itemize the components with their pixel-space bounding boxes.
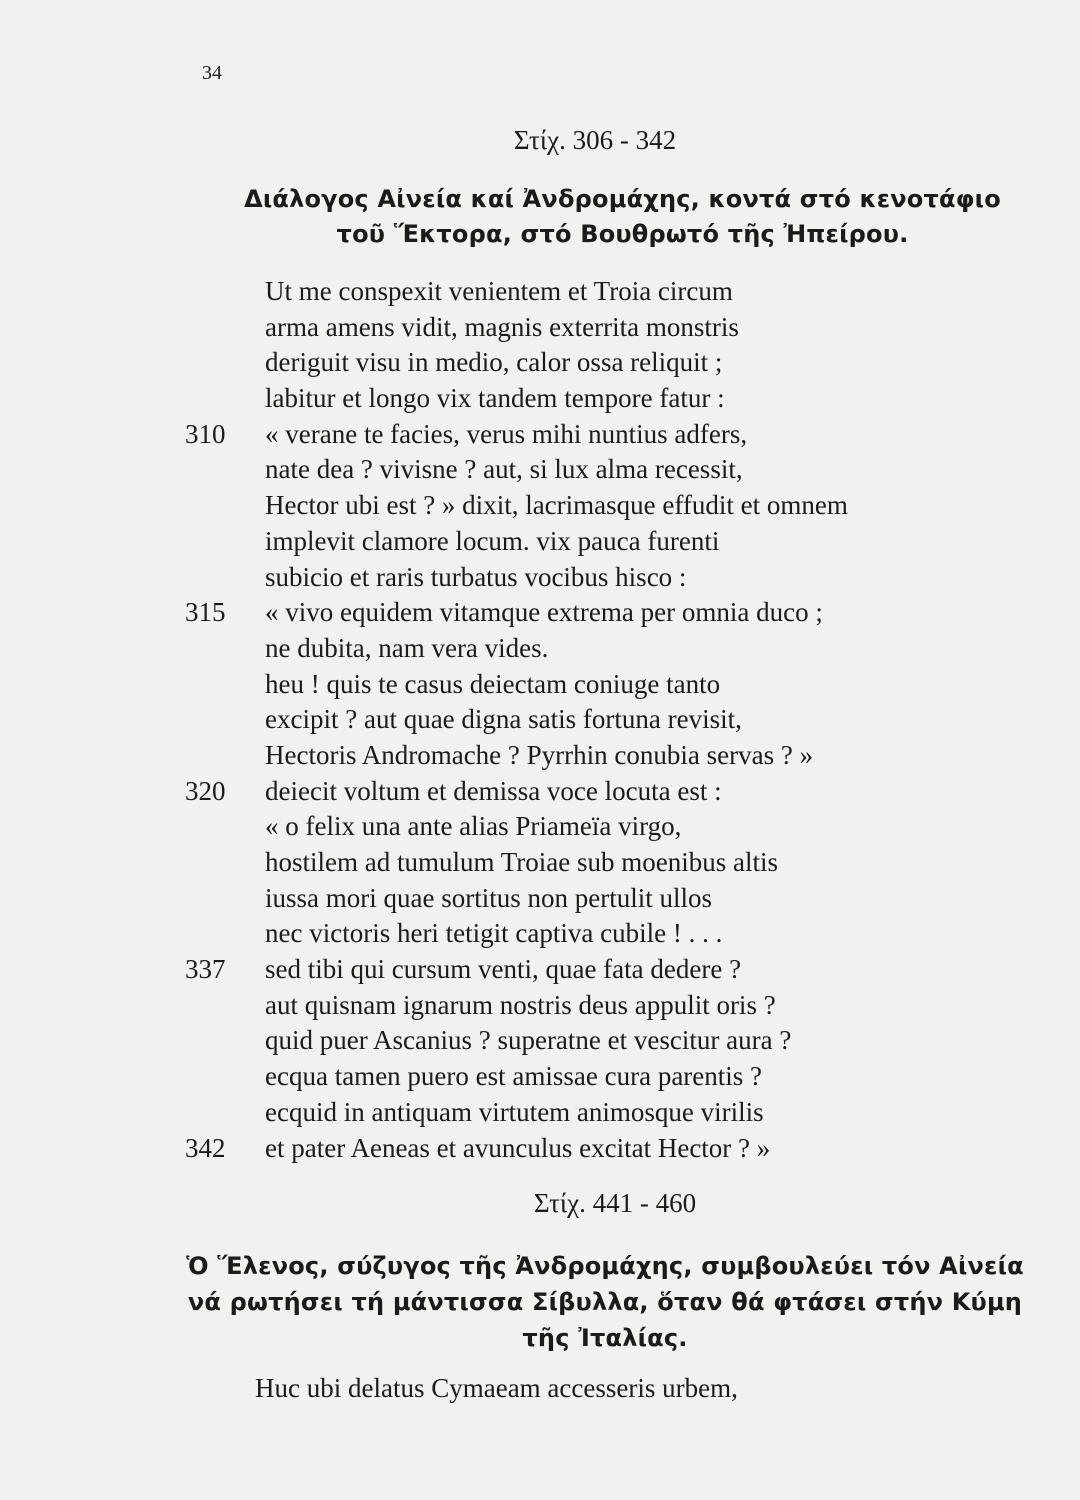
verse-text: deiecit voltum et demissa voce locuta est : — [265, 775, 722, 806]
verse-text: ecqua tamen puero est amissae cura parentis ? — [265, 1061, 763, 1092]
verse-line — [185, 596, 1005, 632]
verse-line — [185, 668, 1005, 704]
verse-text: Ut me conspexit venientem et Troia circum — [265, 276, 733, 306]
line-number: 342 — [185, 1132, 226, 1163]
verse-line — [185, 453, 1005, 489]
verse-text: heu ! quis te casus deiectam coniuge tanto — [265, 668, 721, 699]
page-number: 34 — [202, 62, 222, 84]
verse-line — [185, 1024, 1005, 1060]
caption-line: Ὁ Ἕλενος, σύζυγος τῆς Ἀνδρομάχης, συμβουλεύει τόν Αἰνεία — [186, 1252, 1024, 1280]
verse-line — [185, 525, 1005, 561]
verse-line — [185, 739, 1005, 775]
section-heading-verses-441-460: Στίχ. 441 - 460 — [533, 1188, 697, 1218]
verse-text: excipit ? aut quae digna satis fortuna revisit, — [265, 704, 742, 735]
verse-text: arma amens vidit, magnis exterrita monstris — [265, 311, 739, 342]
verse-line — [185, 382, 1005, 418]
line-number: 310 — [185, 418, 226, 449]
caption-line: τῆς Ἰταλίας. — [522, 1324, 688, 1352]
line-number: 315 — [185, 597, 226, 628]
line-number: 320 — [185, 775, 226, 806]
verse-line — [185, 418, 1005, 454]
verse-text: aut quisnam ignarum nostris deus appulit oris ? — [265, 989, 776, 1020]
verse-line — [185, 275, 1005, 311]
verse-line — [185, 917, 1005, 953]
verse-line — [185, 311, 1005, 347]
verse-line — [185, 1060, 1005, 1096]
verse-text: implevit clamore locum. vix pauca furenti — [265, 525, 720, 556]
verse-text: Hectoris Andromache ? Pyrrhin conubia servas ? » — [265, 739, 814, 770]
caption-line: νά ρωτήσει τή μάντισσα Σίβυλλα, ὅταν θά φτάσει στήν Κύμη — [187, 1288, 1023, 1316]
verse-block — [185, 275, 1005, 1167]
section-heading-verses-306-342: Στίχ. 306 - 342 — [513, 125, 677, 155]
verse-text: Hector ubi est ? » dixit, lacrimasque effudit et omnem — [265, 490, 848, 521]
verse-text: subicio et raris turbatus vocibus hisco : — [265, 561, 687, 592]
verse-text: deriguit visu in medio, calor ossa reliquit ; — [265, 347, 723, 378]
verse-text: nec victoris heri tetigit captiva cubile ! . . . — [265, 918, 723, 949]
verse-line — [185, 703, 1005, 739]
verse-line — [185, 953, 1005, 989]
verse-line — [185, 1096, 1005, 1132]
verse-text: « vivo equidem vitamque extrema per omnia duco ; — [265, 597, 823, 628]
verse-text: Huc ubi delatus Cymaeam accesseris urbem, — [255, 1373, 738, 1403]
verse-line — [185, 489, 1005, 525]
verse-text: sed tibi qui cursum venti, quae fata dedere ? — [265, 954, 742, 985]
verse-line — [185, 561, 1005, 597]
verse-line — [185, 1132, 1005, 1168]
verse-line — [185, 882, 1005, 918]
verse-text: et pater Aeneas et avunculus excitat Hector ? » — [265, 1132, 771, 1163]
verse-line — [185, 846, 1005, 882]
verse-text: ecquid in antiquam virtutem animosque virilis — [265, 1096, 764, 1127]
verse-line — [185, 775, 1005, 811]
verse-text: iussa mori quae sortitus non pertulit ullos — [265, 882, 712, 913]
verse-text: labitur et longo vix tandem tempore fatur : — [265, 383, 725, 414]
verse-text: « o felix una ante alias Priameïa virgo, — [265, 811, 682, 842]
section-caption-dialogue — [215, 182, 1030, 252]
caption-line: Διάλογος Αἰνεία καί Ἀνδρομάχης, κοντά στό κενοτάφιο — [244, 185, 1001, 213]
verse-line — [185, 989, 1005, 1025]
verse-text: « verane te facies, verus mihi nuntius adfers, — [265, 418, 748, 449]
caption-line: τοῦ Ἕκτορα, στό Βουθρωτό τῆς Ἠπείρου. — [336, 220, 909, 248]
verse-line — [185, 346, 1005, 382]
verse-text: nate dea ? vivisne ? aut, si lux alma recessit, — [265, 454, 743, 485]
verse-line — [185, 632, 1005, 668]
verse-line — [185, 810, 1005, 846]
verse-text: hostilem ad tumulum Troiae sub moenibus altis — [265, 847, 778, 877]
line-number: 337 — [185, 954, 226, 985]
verse-text: quid puer Ascanius ? superatne et vescitur aura ? — [265, 1025, 792, 1056]
section-caption-helenus — [160, 1248, 1050, 1356]
verse-text: ne dubita, nam vera vides. — [265, 632, 549, 663]
